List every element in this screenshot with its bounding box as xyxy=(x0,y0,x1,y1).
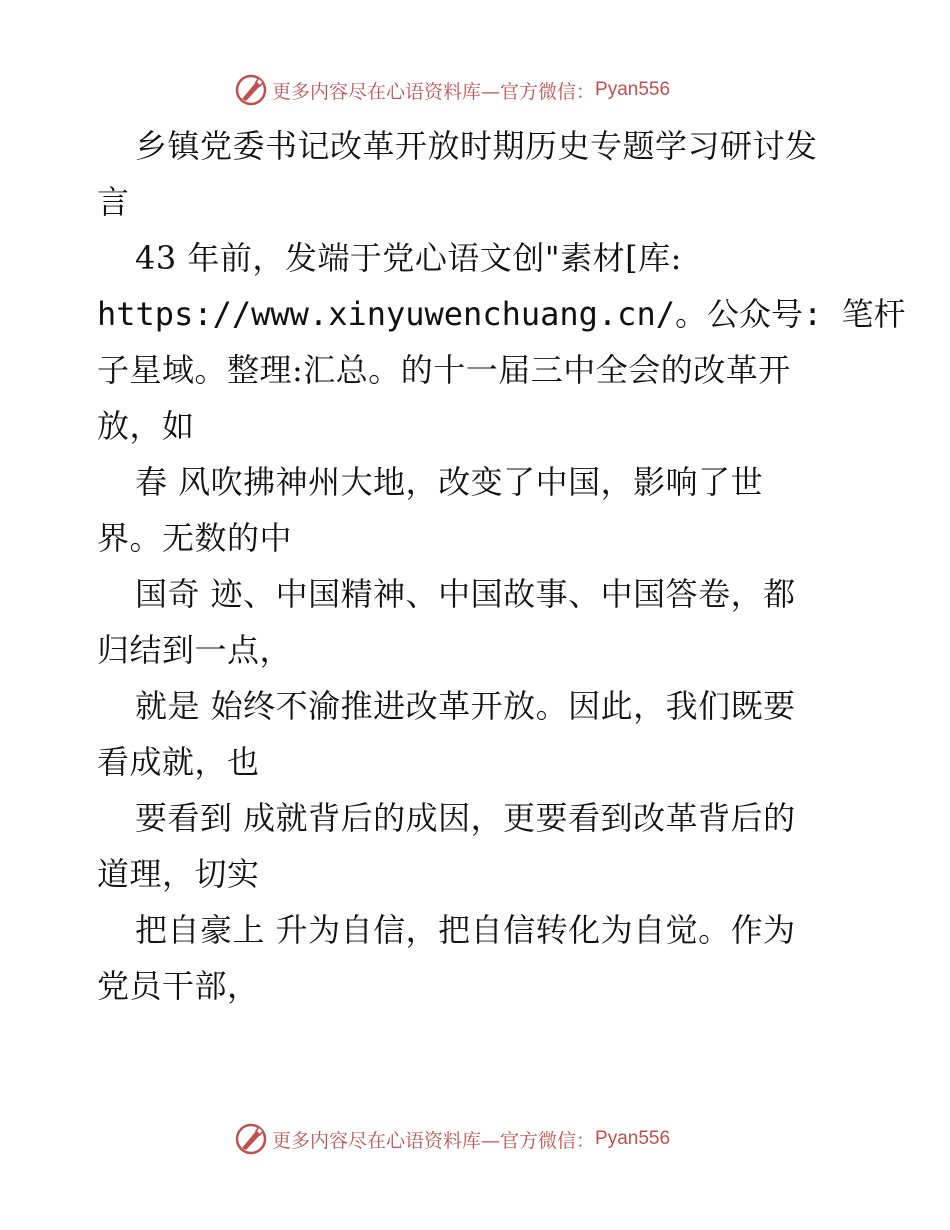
header-watermark xyxy=(234,73,670,107)
watermark-text: 更多内容尽在心语资料库—官方微信： xyxy=(272,80,596,103)
watermark-text: 更多内容尽在心语资料库—官方微信： xyxy=(272,1129,596,1152)
pen-logo-icon xyxy=(234,73,268,107)
paragraph-line: 看成就，也 xyxy=(97,743,260,781)
paragraph-line: 党员干部， xyxy=(97,967,260,1005)
paragraph-line: 归结到一点， xyxy=(97,631,293,669)
document-title-line-2: 言 xyxy=(97,183,130,221)
paragraph-line: 国奇 迹、中国精神、中国故事、中国答卷，都 xyxy=(135,575,796,613)
paragraph-line: 要看到 成就背后的成因，更要看到改革背后的 xyxy=(135,799,796,837)
paragraph-line: 就是 始终不渝推进改革开放。因此，我们既要 xyxy=(135,687,796,725)
paragraph-line: 道理，切实 xyxy=(97,855,260,893)
paragraph-line: 放，如 xyxy=(97,407,195,445)
paragraph-line: 春 风吹拂神州大地，改变了中国，影响了世 xyxy=(135,463,764,501)
paragraph-line-url: https://www.xinyuwenchuang.cn/。公众号: 笔杆 xyxy=(97,295,906,333)
document-body xyxy=(97,118,906,1014)
pen-logo-icon xyxy=(234,1122,268,1156)
paragraph-line: 43 年前，发端于党心语文创"素材[库: xyxy=(135,239,682,277)
paragraph-line: 把自豪上 升为自信，把自信转化为自觉。作为 xyxy=(135,911,796,949)
watermark-wechat-id: Pyan556 xyxy=(595,79,671,100)
paragraph-line: 界。无数的中 xyxy=(97,519,293,557)
paragraph-line: 子星域。整理:汇总。的十一届三中全会的改革开 xyxy=(97,351,791,389)
footer-watermark xyxy=(234,1122,670,1156)
document-title-line-1: 乡镇党委书记改革开放时期历史专题学习研讨发 xyxy=(135,127,818,165)
watermark-wechat-id: Pyan556 xyxy=(595,1128,671,1149)
